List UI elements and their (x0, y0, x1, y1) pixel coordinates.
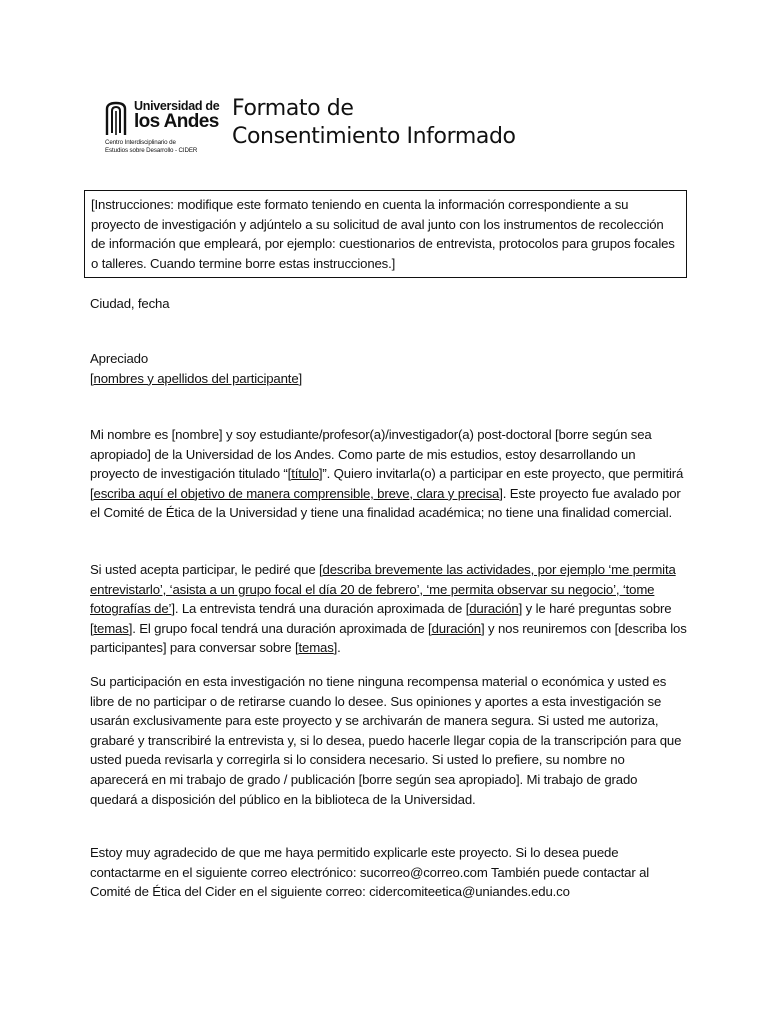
logo-name-line1: Universidad de (134, 99, 220, 113)
title-line1: Formato de (232, 96, 354, 121)
activities-placeholder: describa brevemente las actividades, por ejemplo ‘me permita entrevistarlo’, ‘asista a un grupo focal el día 20 de febrero’, ‘me permita observar su negocio’, ‘tome fotografías de’ (90, 562, 676, 617)
instructions-box: [Instrucciones: modifique este formato teniendo en cuenta la información correspondiente a su proyecto de investigación y adjúntelo a su solicitud de aval junto con los instrumentos de recolección de información que empleará, por ejemplo: cuestionarios de entrevista, protocolos para grupos focales o talleres. Cuando termine borre estas instrucciones.] (84, 190, 687, 278)
focus-group-duration-placeholder: duración (431, 620, 481, 636)
paragraph-contact: Estoy muy agradecido de que me haya permitido explicarle este proyecto. Si lo desea puede contactarme en el siguiente correo electrónico: sucorreo@correo.com También puede contactar al Comité de Ética del Cider en el siguiente correo: cidercomiteetica@uniandes.edu.co (90, 845, 650, 900)
logo-subtitle-line1: Centro Interdisciplinario de (105, 139, 176, 146)
university-logo (103, 99, 220, 159)
title-placeholder: título (291, 466, 319, 482)
duration-placeholder: duración (469, 601, 519, 617)
objective-placeholder: escriba aquí el objetivo de manera comprensible, breve, clara y precisa (93, 485, 500, 501)
participant-line (90, 369, 690, 389)
paragraph-activities: Si usted acepta participar, le pediré que [describa brevemente las actividades, por ejemplo ‘me permita entrevistarlo’, ‘asista a un grupo focal el día 20 de febrero’, ‘me permita observar su negocio’, ‘tome fotografías de’]. La entrevista tendrá una duración aproximada de [duración] y le haré preguntas sobre [temas]. El grupo focal tendrá una duración aproximada de [duración] y nos reuniremos con [describa los participantes] para conversar sobre [temas]. (90, 562, 687, 656)
university-crest-icon (103, 101, 129, 137)
document-title (232, 95, 516, 151)
topics-placeholder: temas (93, 620, 129, 636)
logo-subtitle-line2: Estudios sobre Desarrollo - CIDER (105, 147, 198, 154)
bracket-close: ] (298, 370, 303, 386)
paragraph-introduction: Mi nombre es [nombre] y soy estudiante/profesor(a)/investigador(a) post-doctoral [borre según sea apropiado] de la Universidad de los Andes. Como parte de mis estudios, estoy desarrollando un proyecto de investigación titulado “[título]”. Quiero invitarla(o) a participar en este proyecto, que permitirá [escriba aquí el objetivo de manera comprensible, breve, clara y precisa]. Este proyecto fue avalado por el Comité de Ética de la Universidad y tiene una finalidad académica; no tiene una finalidad comercial. (90, 427, 684, 521)
title-line2: Consentimiento Informado (232, 124, 516, 149)
salutation: Apreciado (90, 351, 149, 366)
city-date: Ciudad, fecha (90, 296, 170, 311)
greeting (90, 349, 690, 388)
logo-name-line2: los Andes (134, 111, 219, 132)
focus-group-topics-placeholder: temas (298, 640, 334, 656)
bracket-open: [ (90, 370, 94, 386)
paragraph-participation: Su participación en esta investigación no tiene ninguna recompensa material o económica y usted es libre de no participar o de retirarse cuando lo desee. Sus opiniones y aportes a esta investigación se usarán exclusivamente para este proyecto y se archivarán de manera segura. Si usted me autoriza, grabaré y transcribiré la entrevista y, si lo desea, puedo hacerle llegar copia de la transcripción para que usted pueda revisarla y corregirla si lo considera necesario. Si usted lo prefiere, su nombre no aparecerá en mi trabajo de grado / publicación [borre según sea apropiado]. Mi trabajo de grado quedará a disposición del público en la biblioteca de la Universidad. (90, 674, 682, 807)
participant-placeholder: nombres y apellidos del participante (93, 370, 299, 386)
